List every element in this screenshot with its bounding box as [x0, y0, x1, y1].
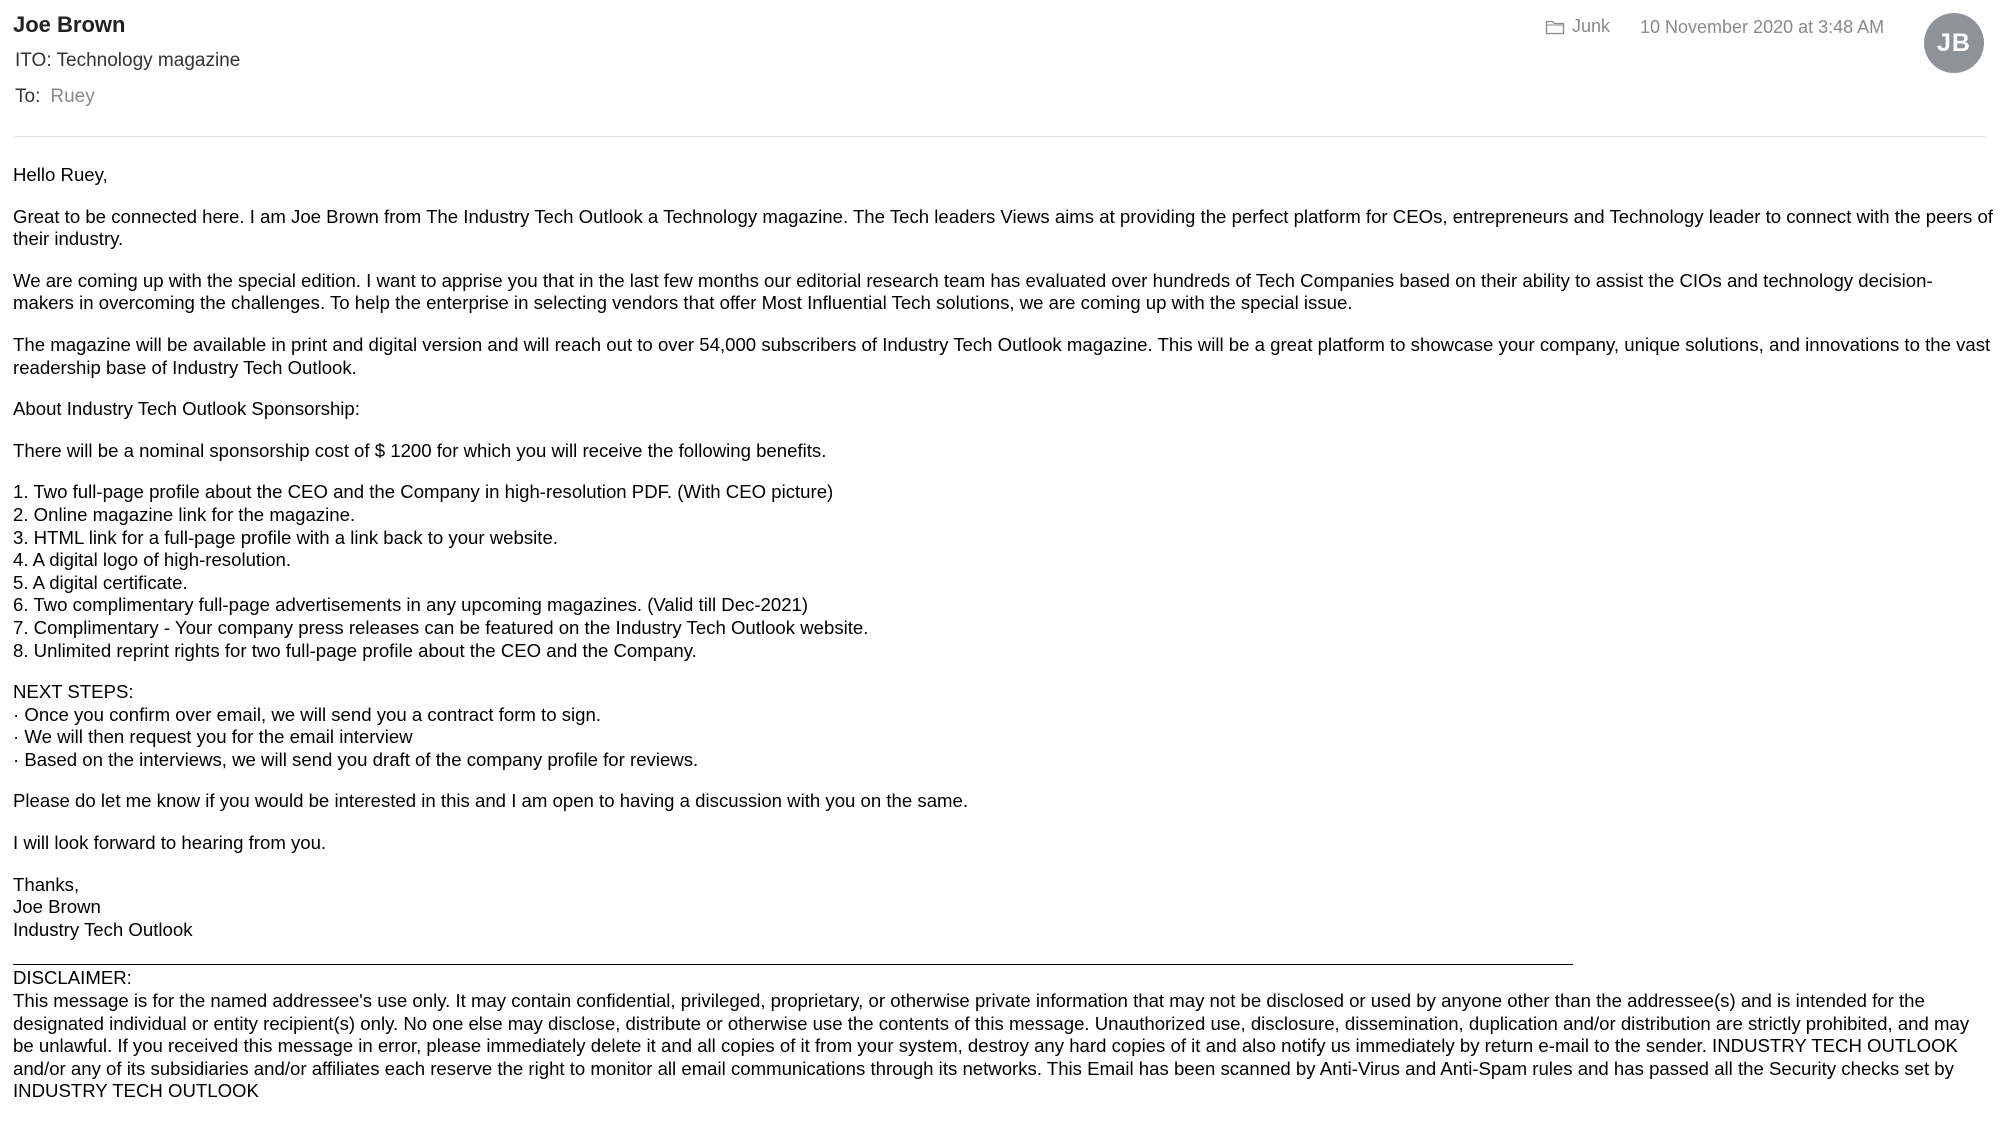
- about-heading: About Industry Tech Outlook Sponsorship:: [13, 398, 360, 420]
- folder-indicator[interactable]: [1545, 16, 1610, 37]
- list-item: 8. Unlimited reprint rights for two full-page profile about the CEO and the Company.: [13, 639, 697, 661]
- special-edition-paragraph: We are coming up with the special edition. I want to apprise you that in the last few months our editorial research team has evaluated over hundreds of Tech Companies based on their ability to assist the CIOs and technology decision-makers in overcoming the challenges. To help the enterprise in selecting vendors that offer Most Influential Tech solutions, we are coming up with the special issue.: [13, 269, 1933, 314]
- sender-name[interactable]: Joe Brown: [13, 12, 126, 37]
- signature-company: Industry Tech Outlook: [13, 918, 193, 940]
- interest-paragraph: Please do let me know if you would be interested in this and I am open to having a discussion with you on the same.: [13, 790, 969, 812]
- folder-icon: [1545, 19, 1565, 35]
- recipient-line: [15, 86, 95, 108]
- list-item: · Based on the interviews, we will send you draft of the company profile for reviews.: [13, 748, 699, 770]
- message-date: 10 November 2020 at 3:48 AM: [1640, 17, 1885, 37]
- greeting: Hello Ruey,: [13, 164, 108, 185]
- list-item: 6. Two complimentary full-page advertisements in any upcoming magazines. (Valid till Dec-2021): [13, 594, 809, 616]
- message-body: [13, 164, 1993, 1103]
- folder-label: Junk: [1572, 16, 1611, 36]
- list-item: 2. Online magazine link for the magazine.: [13, 503, 356, 525]
- signature-name: Joe Brown: [13, 896, 101, 918]
- signature: [13, 874, 1993, 942]
- disclaimer-heading: DISCLAIMER:: [13, 967, 132, 989]
- list-item: · Once you confirm over email, we will send you a contract form to sign.: [13, 703, 602, 725]
- recipient-name[interactable]: Ruey: [50, 86, 95, 107]
- disclaimer-text: This message is for the named addressee's use only. It may contain confidential, privileged, proprietary, or otherwise private information that may not be disclosed or used by anyone other than the addressee(s) and is intended for the designated individual or entity recipient(s) only. No one else may disclose, distribute or otherwise use the contents of this message. Unauthorized use, disclosure, dissemination, duplication and/or distribution are strictly prohibited, and may be unlawful. If you received this message in error, please immediately delete it and all copies of it from your system, destroy any hard copies of it and also notify us immediately by return e-mail to the sender. INDUSTRY TECH OUTLOOK and/or any of its subsidiaries and/or affiliates each reserve the right to monitor all email communications through its networks. This Email has been scanned by Anti-Virus and Anti-Spam rules and has passed all the Security checks set by INDUSTRY TECH OUTLOOK: [13, 990, 1970, 1102]
- signature-rule: [13, 964, 1573, 965]
- message-header: [0, 0, 2004, 137]
- subject-line: ITO: Technology magazine: [15, 50, 241, 71]
- magazine-paragraph: The magazine will be available in print and digital version and will reach out to over 54,000 subscribers of Industry Tech Outlook magazine. This will be a great platform to showcase your company, unique solutions, and innovations to the vast readership base of Industry Tech Outlook.: [13, 333, 1991, 378]
- list-item: 5. A digital certificate.: [13, 571, 188, 593]
- disclaimer: [13, 967, 1993, 1103]
- list-item: · We will then request you for the email interview: [13, 726, 413, 748]
- sponsorship-paragraph: There will be a nominal sponsorship cost of $ 1200 for which you will receive the following benefits.: [13, 439, 827, 461]
- list-item: 1. Two full-page profile about the CEO and the Company in high-resolution PDF. (With CEO picture): [13, 481, 834, 503]
- closing-paragraph: I will look forward to hearing from you.: [13, 832, 327, 854]
- benefits-list: [13, 481, 1993, 662]
- intro-paragraph: Great to be connected here. I am Joe Brown from The Industry Tech Outlook a Technology magazine. The Tech leaders Views aims at providing the perfect platform for CEOs, entrepreneurs and Technology leader to connect with the peers of their industry.: [13, 205, 1993, 250]
- header-divider: [15, 136, 1985, 137]
- to-label: To:: [15, 86, 41, 107]
- list-item: 7. Complimentary - Your company press releases can be featured on the Industry Tech Outlook website.: [13, 616, 869, 638]
- avatar[interactable]: JB: [1924, 13, 1984, 73]
- next-steps: [13, 681, 1993, 771]
- next-steps-heading: NEXT STEPS:: [13, 681, 134, 703]
- list-item: 3. HTML link for a full-page profile with a link back to your website.: [13, 526, 558, 548]
- signoff-line: Thanks,: [13, 873, 80, 895]
- list-item: 4. A digital logo of high-resolution.: [13, 549, 292, 571]
